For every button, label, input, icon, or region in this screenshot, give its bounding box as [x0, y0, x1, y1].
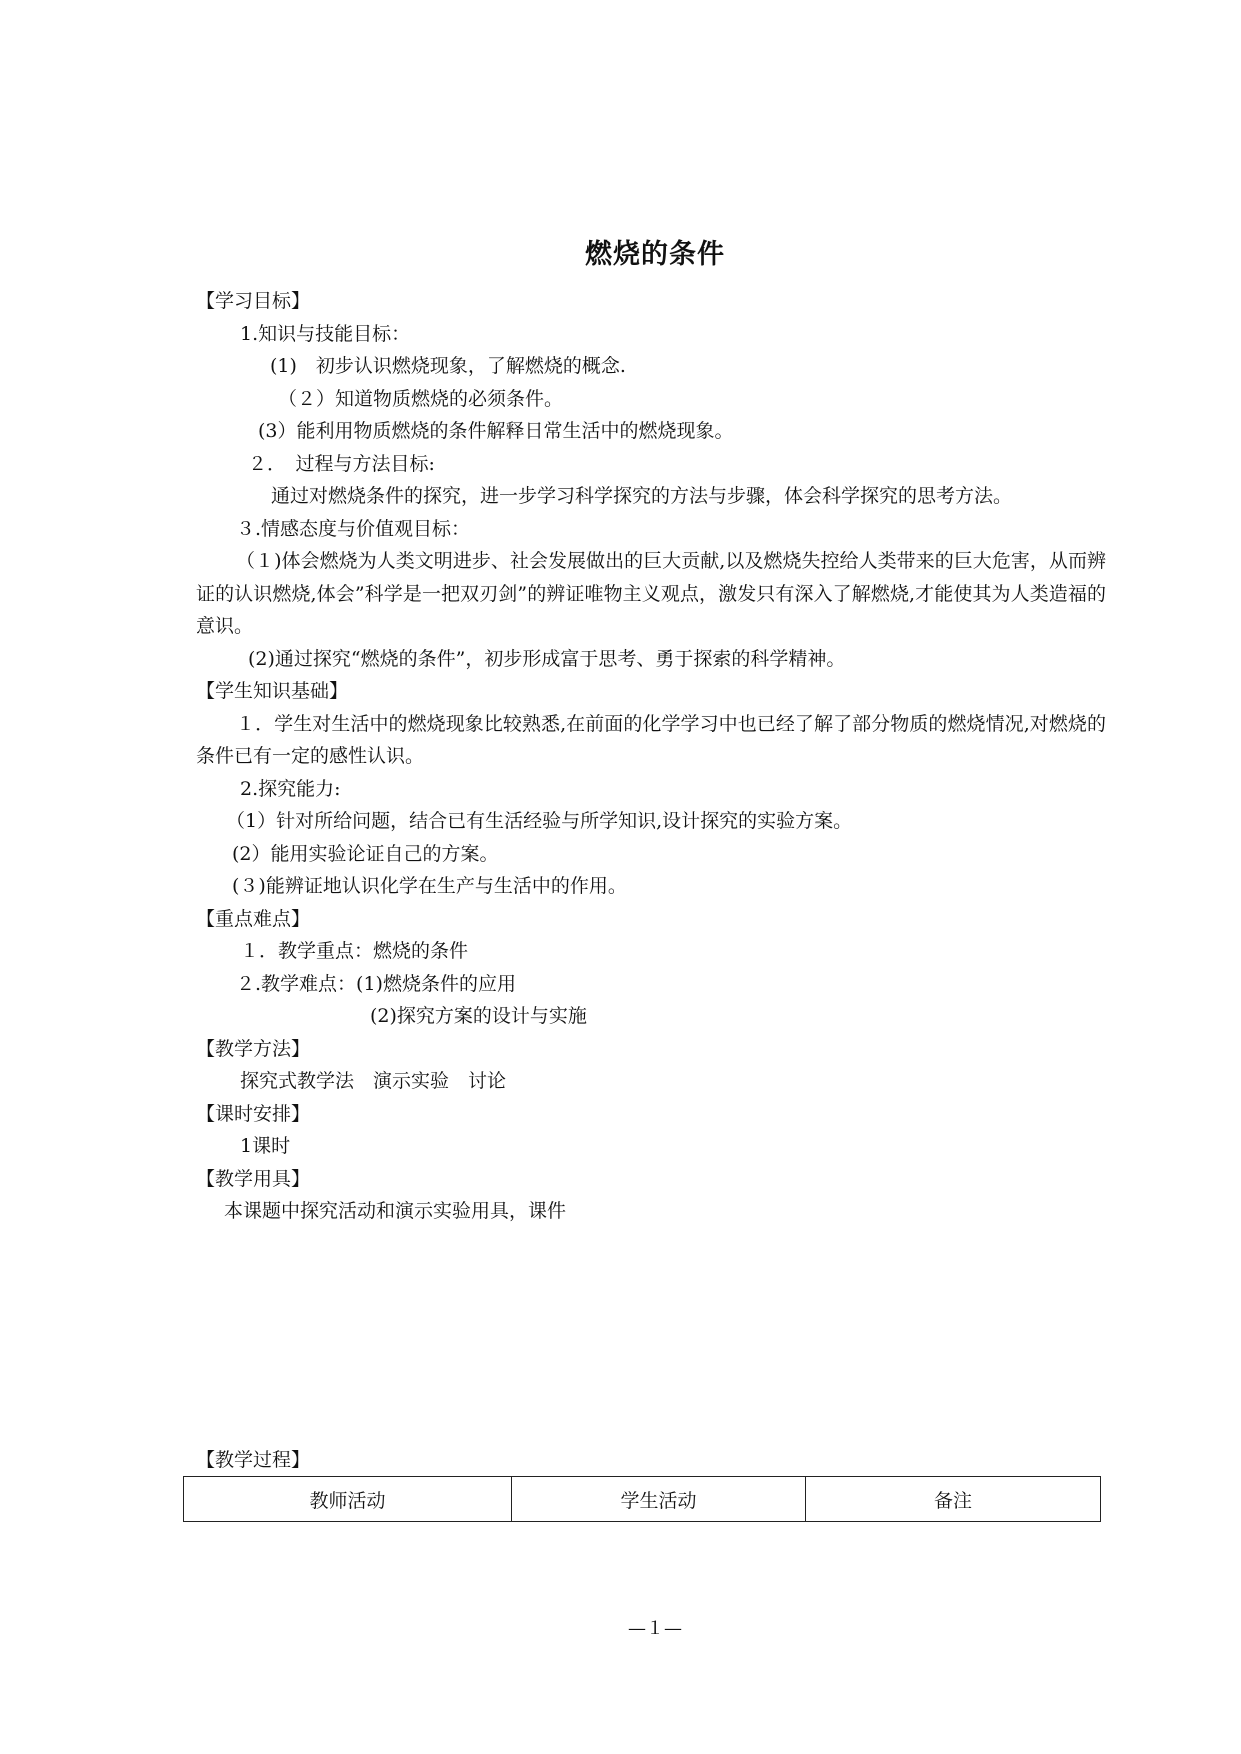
prior-knowledge-subitem-3: (３)能辨证地认识化学在生产与生活中的作用。 — [232, 875, 627, 897]
objective-process-text: 通过对燃烧条件的探究，进一步学习科学探究的方法与步骤，体会科学探究的思考方法。 — [271, 485, 1013, 507]
section-heading-objectives: 【学习目标】 — [196, 290, 311, 312]
prior-knowledge-item-1: １．学生对生活中的燃烧现象比较熟悉,在前面的化学学习中也已经了解了部分物质的燃烧情况,对燃烧的条件已有一定的感性认识。 — [196, 712, 1106, 767]
table-header-notes: 备注 — [806, 1477, 1101, 1522]
key-point-focus: １．教学重点：燃烧的条件 — [240, 940, 469, 962]
table-header-student: 学生活动 — [512, 1477, 806, 1522]
section-heading-schedule: 【课时安排】 — [196, 1102, 311, 1125]
table-header-teacher: 教师活动 — [184, 1477, 512, 1522]
objective-knowledge-item-2: （２）知道物质燃烧的必须条件。 — [278, 387, 564, 410]
section-heading-process: 【教学过程】 — [196, 1449, 311, 1471]
objective-attitude-item-1: （１)体会燃烧为人类文明进步、社会发展做出的巨大贡献,以及燃烧失控给人类带来的巨大危害，从而辨证的认识燃烧,体会”科学是一把双刃剑”的辨证唯物主义观点，激发只有深入了解燃烧,才能使其为人类造福的意识。 — [196, 550, 1106, 637]
objective-attitude-heading: ３.情感态度与价值观目标： — [236, 517, 471, 540]
objective-knowledge-item-1: (1) 初步认识燃烧现象，了解燃烧的概念. — [270, 355, 626, 377]
prior-knowledge-item-2: 2.探究能力: — [240, 777, 341, 800]
prior-knowledge-subitem-2: (2）能用实验论证自己的方案。 — [232, 842, 499, 865]
document-body — [196, 285, 1106, 1228]
teaching-method-text: 探究式教学法 演示实验 讨论 — [240, 1070, 507, 1092]
teaching-tools-text: 本课题中探究活动和演示实验用具，课件 — [224, 1200, 567, 1222]
objective-knowledge-heading: 1.知识与技能目标： — [240, 322, 411, 345]
section-heading-method: 【教学方法】 — [196, 1037, 311, 1060]
prior-knowledge-subitem-1: （1）针对所给问题，结合已有生活经验与所学知识,设计探究的实验方案。 — [226, 810, 853, 832]
table-row — [184, 1477, 1101, 1522]
key-point-difficulty: ２.教学难点：(1)燃烧条件的应用 — [236, 972, 516, 995]
schedule-text: 1课时 — [240, 1135, 291, 1157]
objective-process-heading: ２． 过程与方法目标: — [248, 452, 435, 475]
objective-attitude-item-2: (2)通过探究“燃烧的条件”，初步形成富于思考、勇于探索的科学精神。 — [248, 647, 846, 670]
objective-knowledge-item-3: (3）能利用物质燃烧的条件解释日常生活中的燃烧现象。 — [258, 420, 734, 442]
document-title: 燃烧的条件 — [585, 239, 725, 270]
section-heading-tools: 【教学用具】 — [196, 1167, 311, 1190]
page-number: —１— — [628, 1618, 682, 1639]
section-heading-key-points: 【重点难点】 — [196, 907, 311, 930]
key-point-difficulty-2: (2)探究方案的设计与实施 — [370, 1005, 587, 1027]
section-heading-prior-knowledge: 【学生知识基础】 — [196, 680, 349, 702]
process-table — [183, 1476, 1101, 1522]
